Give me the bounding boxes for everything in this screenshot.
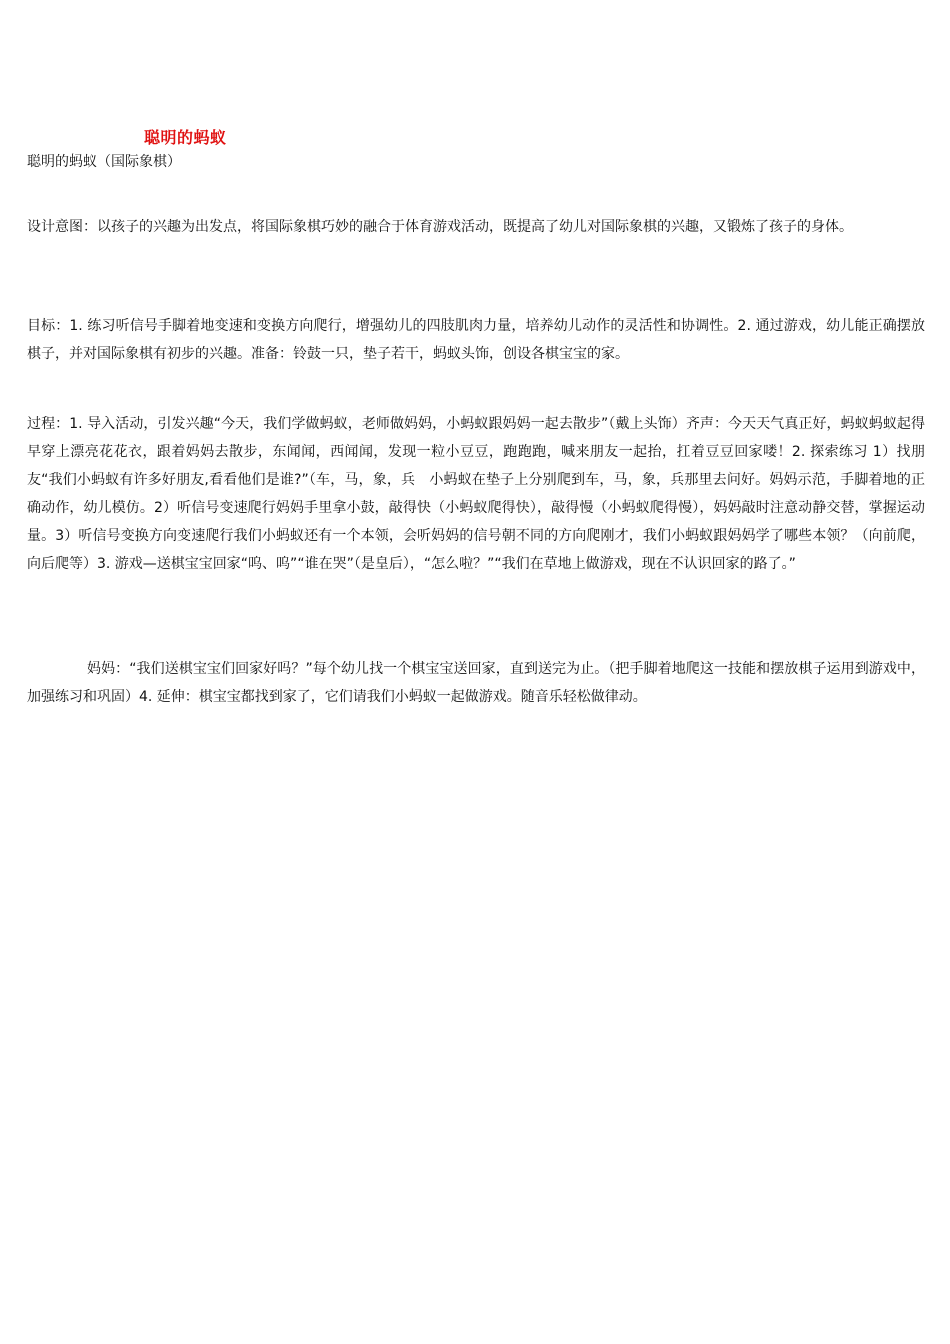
paragraph-design-intent: 设计意图：以孩子的兴趣为出发点，将国际象棋巧妙的融合于体育游戏活动，既提高了幼儿对国际象棋的兴趣，又锻炼了孩子的身体。 (27, 219, 853, 235)
document-title: 聪明的蚂蚁 (144, 128, 227, 147)
paragraph-process: 过程：1. 导入活动，引发兴趣“今天，我们学做蚂蚁，老师做妈妈，小蚂蚁跟妈妈一起去散步”（戴上头饰）齐声：今天天气真正好，蚂蚁蚂蚁起得早穿上漂亮花花衣，跟着妈妈去散步，东闻闻，西闻闻，发现一粒小豆豆，跑跑跑，喊来朋友一起抬，扛着豆豆回家喽！2. 探索练习 1）找朋友“我们小蚂蚁有许多好朋友,看看他们是谁?”（车，马，象，兵 小蚂蚁在垫子上分别爬到车，马，象，兵那里去问好。妈妈示范，手脚着地的正确动作，幼儿模仿。2）听信号变速爬行妈妈手里拿小鼓，敲得快（小蚂蚁爬得快），敲得慢（小蚂蚁爬得慢），妈妈敲时注意动静交替，掌握运动量。3）听信号变换方向变速爬行我们小蚂蚁还有一个本领，会听妈妈的信号朝不同的方向爬刚才，我们小蚂蚁跟妈妈学了哪些本领？（向前爬，向后爬等）3. 游戏—送棋宝宝回家“呜、呜”“谁在哭”（是皇后），“怎么啦？”“我们在草地上做游戏，现在不认识回家的路了。” (27, 416, 925, 572)
paragraph-goals: 目标：1. 练习听信号手脚着地变速和变换方向爬行，增强幼儿的四肢肌肉力量，培养幼儿动作的灵活性和协调性。2. 通过游戏，幼儿能正确摆放棋子，并对国际象棋有初步的兴趣。准备：铃鼓一只，垫子若干，蚂蚁头饰，创设各棋宝宝的家。 (27, 318, 925, 362)
document-subtitle: 聪明的蚂蚁（国际象棋） (27, 154, 181, 170)
paragraph-mom-game: 妈妈：“我们送棋宝宝们回家好吗？”每个幼儿找一个棋宝宝送回家，直到送完为止。（把手脚着地爬这一技能和摆放棋子运用到游戏中，加强练习和巩固）4. 延伸：棋宝宝都找到家了，它们请我们小蚂蚁一起做游戏。随音乐轻松做律动。 (27, 661, 925, 705)
